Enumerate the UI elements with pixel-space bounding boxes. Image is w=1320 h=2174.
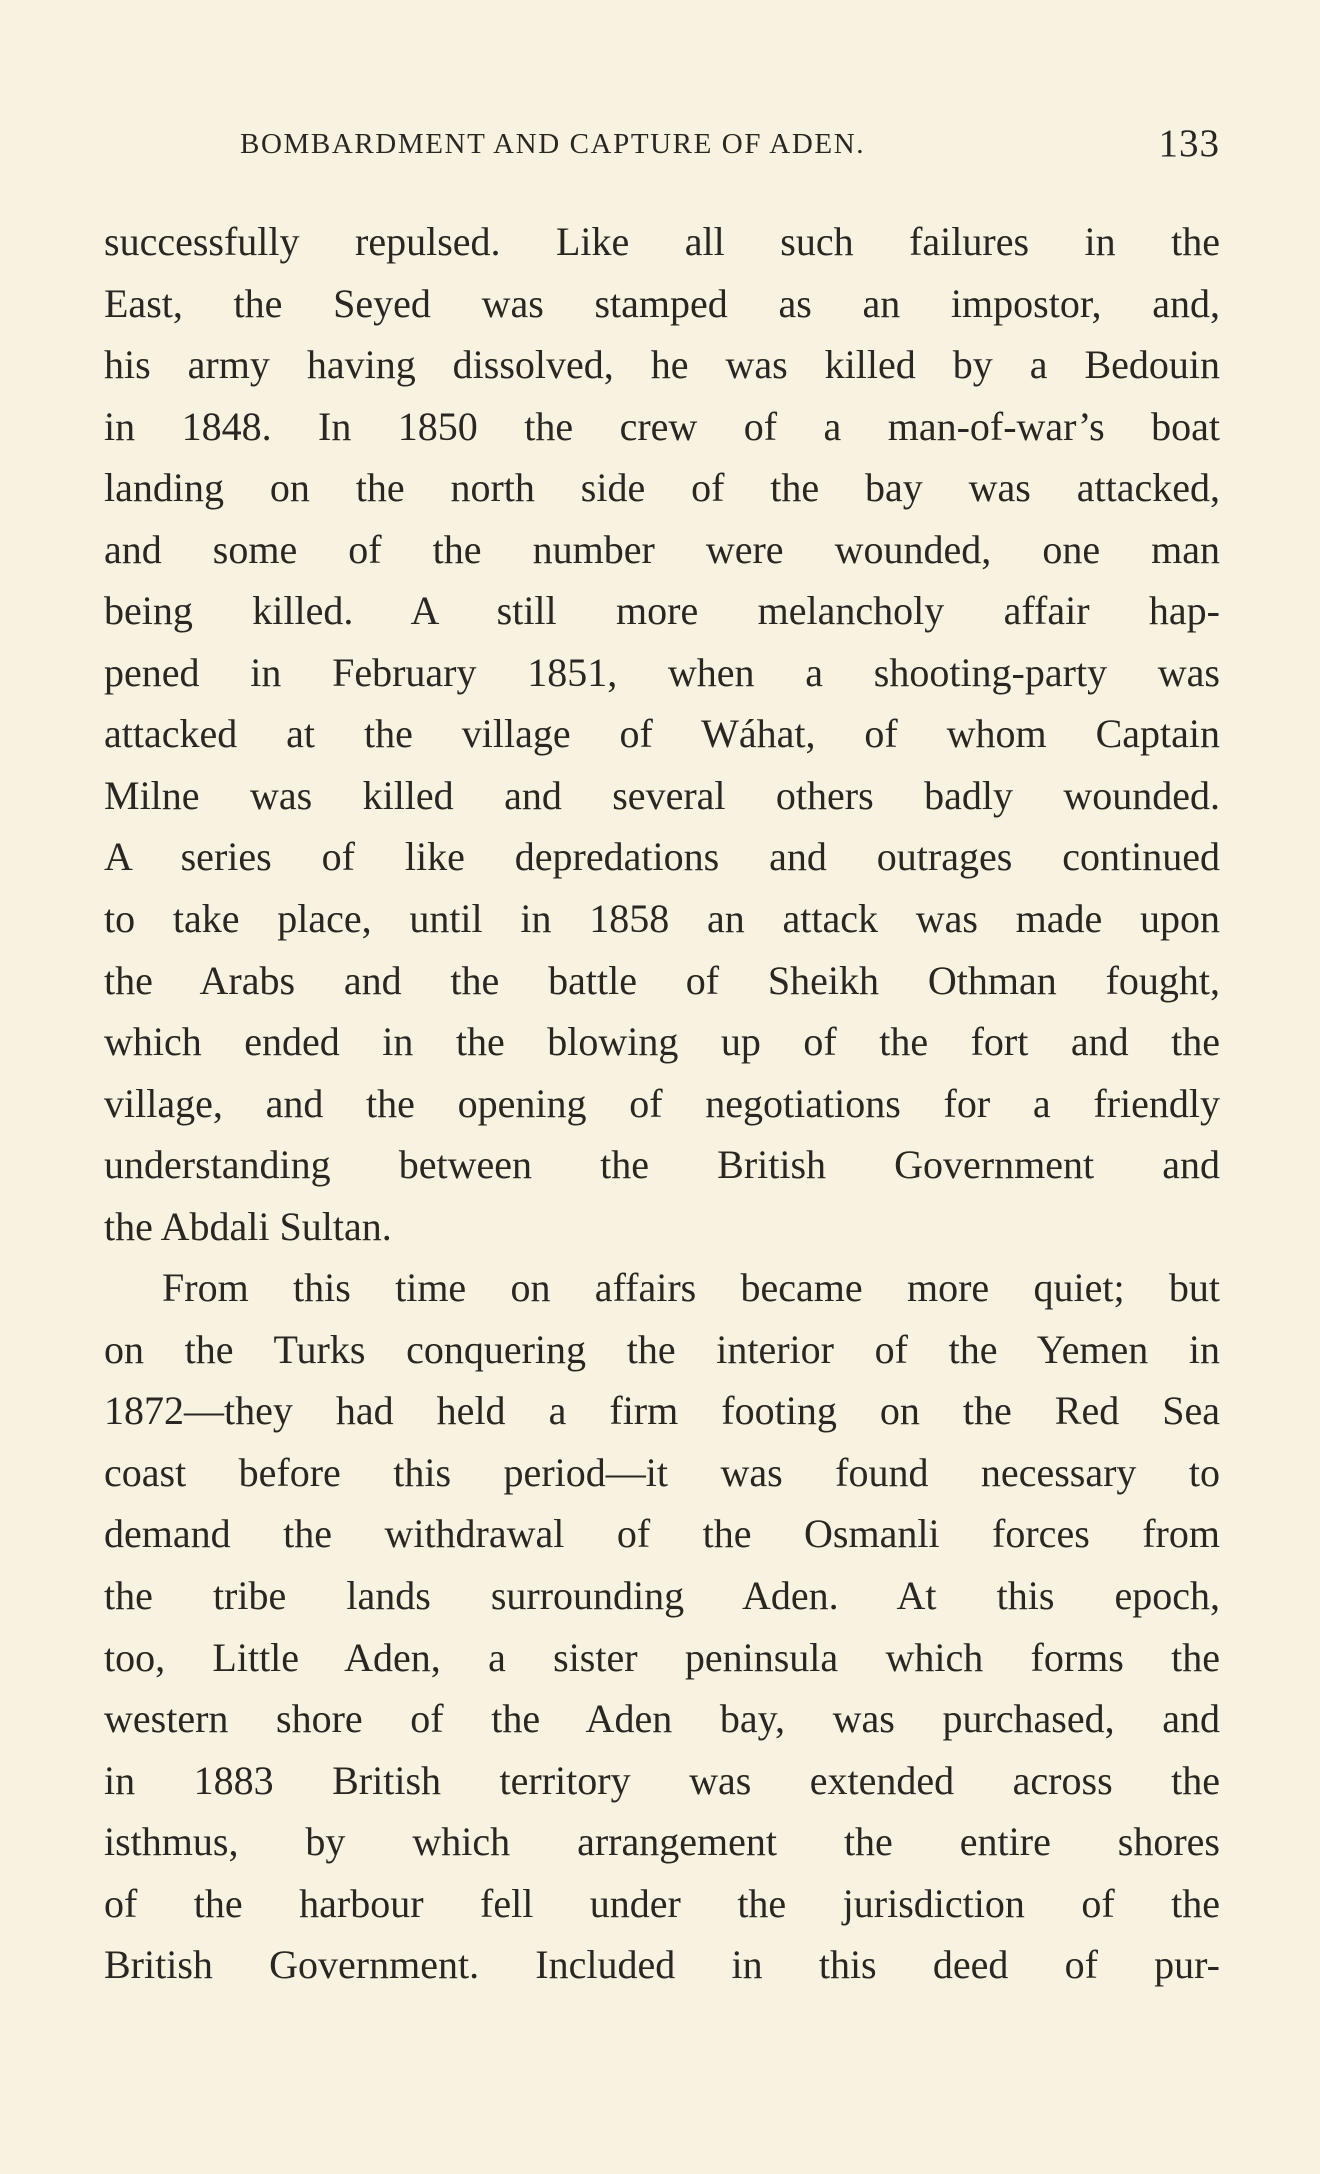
text-line: Milne was killed and several others badly wounded. [104, 772, 1220, 818]
text-line: his army having dissolved, he was killed by a Bedouin [104, 342, 1220, 388]
text-line: to take place, until in 1858 an attack was made upon [104, 896, 1220, 942]
paragraph-end-line: the Abdali Sultan. [104, 1203, 392, 1249]
body-text [104, 211, 1220, 1996]
text-line: attacked at the village of Wáhat, of whom Captain [104, 711, 1220, 757]
running-title: BOMBARDMENT AND CAPTURE OF ADEN. [240, 128, 866, 160]
text-line: in 1848. In 1850 the crew of a man-of-war’s boat [104, 403, 1220, 449]
text-line: on the Turks conquering the interior of the Yemen in [104, 1326, 1220, 1372]
text-line: the Arabs and the battle of Sheikh Othman fought, [104, 957, 1220, 1003]
text-line: demand the withdrawal of the Osmanli forces from [104, 1511, 1220, 1557]
page-number: 133 [1158, 122, 1220, 165]
text-line: of the harbour fell under the jurisdiction of the [104, 1880, 1220, 1926]
text-line: being killed. A still more melancholy affair hap- [104, 588, 1220, 634]
text-line: western shore of the Aden bay, was purchased, and [104, 1696, 1220, 1742]
text-line: too, Little Aden, a sister peninsula which forms the [104, 1634, 1220, 1680]
text-line: in 1883 British territory was extended across the [104, 1757, 1220, 1803]
text-line: successfully repulsed. Like all such failures in the [104, 219, 1220, 264]
text-line: and some of the number were wounded, one man [104, 526, 1220, 572]
text-line: A series of like depredations and outrages continued [104, 834, 1220, 880]
text-line: landing on the north side of the bay was attacked, [104, 465, 1220, 511]
text-line: 1872—they had held a firm footing on the Red Sea [104, 1388, 1220, 1434]
text-line: the tribe lands surrounding Aden. At this epoch, [104, 1573, 1220, 1619]
text-line: village, and the opening of negotiations for a friendly [104, 1080, 1220, 1126]
text-line: coast before this period—it was found necessary to [104, 1449, 1220, 1495]
text-line: British Government. Included in this deed of pur- [104, 1942, 1220, 1988]
text-line: pened in February 1851, when a shooting-party was [104, 649, 1220, 695]
running-head [240, 118, 1220, 170]
text-line: isthmus, by which arrangement the entire shores [104, 1819, 1220, 1865]
text-line: East, the Seyed was stamped as an impostor, and, [104, 280, 1220, 326]
text-line: understanding between the British Government and [104, 1142, 1220, 1188]
paragraph-start-line: From this time on affairs became more quiet; but [162, 1265, 1220, 1311]
text-line: which ended in the blowing up of the fort and the [104, 1019, 1220, 1065]
